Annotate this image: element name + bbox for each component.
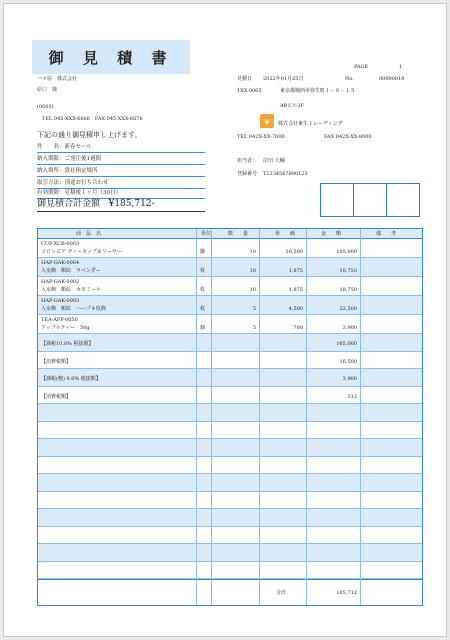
estimate-no: 00000019: [379, 76, 405, 82]
item-price: 4,500: [288, 306, 303, 312]
item-name: 入室飾 額絵 ハーブ４枚飾: [41, 306, 106, 312]
estimate-no-label: No.: [345, 76, 354, 82]
summary-row: [38, 334, 422, 352]
svg-text:¥: ¥: [264, 118, 270, 127]
stamp-box: [353, 184, 386, 216]
sender-fax: FAX 042X-XX-8000: [324, 134, 372, 140]
column-divider: [196, 229, 197, 605]
approval-stamp-boxes: [320, 183, 420, 217]
info-value: 別途お打ち合わせ: [64, 180, 109, 186]
info-label: 取引方法：: [37, 180, 65, 186]
empty-row: [38, 492, 422, 510]
header-amount: 金 額: [321, 230, 342, 237]
empty-row: [38, 439, 422, 457]
item-price: 780: [293, 325, 303, 331]
sender-rep: 岸田 大輔: [263, 158, 285, 164]
summary-label: 【消費税額】: [41, 358, 72, 365]
item-name: アップルティー 50g: [41, 325, 90, 331]
table-row: [38, 239, 422, 258]
item-name: コロンビア ティーカップ＆ソーサー: [41, 249, 123, 255]
info-label: 納入場所：: [37, 168, 65, 174]
header-price: 単 価: [275, 230, 296, 237]
sender-reg-label: 登録番号: [237, 171, 258, 177]
greeting-text: 下記の通り御見積申し上げます。: [37, 131, 142, 139]
sender-address: 東京都城西市弥生町１－８－１５: [280, 88, 356, 94]
column-divider: [211, 229, 212, 605]
estimate-date-label: 見積日: [237, 76, 253, 82]
total-amount-row: [37, 198, 205, 212]
page-label: PAGE: [354, 64, 369, 70]
info-label: 有効期限：: [37, 190, 65, 196]
customer-tel-fax: TEL 045-XXX-6666 FAX 045-XXX-6676: [42, 116, 143, 122]
item-unit: 個: [200, 325, 206, 331]
item-price: 1,875: [288, 268, 303, 274]
table-row: [38, 277, 422, 296]
estimate-date: 2022年01月25日: [263, 76, 304, 82]
footer-total-amount: 185,712: [336, 590, 357, 596]
table-row: [38, 258, 422, 277]
item-qty: 5: [252, 325, 256, 331]
summary-label: 【課税(軽) 8.0% 税抜額】: [41, 376, 101, 382]
table-row: [38, 315, 422, 334]
empty-row: [38, 509, 422, 527]
sender-building: ABビル3F: [280, 103, 304, 109]
stamp-box: [386, 184, 419, 216]
info-value: 貴社指定場所: [64, 168, 98, 174]
item-code: TEA-APP-0050: [41, 317, 78, 323]
header-qty: 数 量: [228, 230, 249, 237]
item-price: 10,500: [285, 249, 303, 255]
info-row-deadline: [37, 154, 205, 165]
items-table: [37, 228, 423, 606]
table-row: [38, 296, 422, 315]
customer-code: (0001): [37, 104, 54, 110]
info-row-place: [37, 166, 205, 177]
item-qty: 10: [249, 268, 256, 274]
item-unit: 脚: [200, 249, 206, 255]
header-remarks: 備 考: [376, 230, 397, 237]
info-value: ご発注後1週間: [64, 156, 102, 162]
company-logo-icon: [260, 114, 274, 128]
item-qty: 5: [252, 306, 256, 312]
item-unit: 枚: [200, 306, 206, 312]
item-name: 入室飾 額絵 カモミール: [41, 287, 101, 293]
table-header: [38, 229, 422, 239]
sender-rep-label: 担当者：: [237, 158, 258, 164]
estimate-sheet: [3, 3, 447, 637]
total-value: ¥185,712-: [108, 199, 155, 209]
total-label: 御見積合計金額: [37, 199, 101, 209]
empty-row: [38, 474, 422, 492]
summary-label: 【消費税額】: [41, 393, 72, 400]
empty-row: [38, 527, 422, 545]
footer-total-label: 合計: [276, 590, 287, 596]
summary-amount: 16,500: [339, 358, 357, 365]
item-price: 1,875: [288, 287, 303, 293]
page-number: 1: [399, 64, 403, 70]
item-amount: 22,500: [339, 306, 357, 312]
info-label: 件 名：: [37, 144, 65, 150]
sender-postal: 1XX-0065: [237, 88, 262, 94]
empty-row: [38, 544, 422, 562]
header-name: 商 品 名: [76, 230, 102, 237]
empty-row: [38, 404, 422, 422]
customer-person: 原口 様: [37, 87, 58, 93]
summary-amount: 3,900: [342, 376, 357, 382]
stamp-box: [321, 184, 353, 216]
item-unit: 枚: [200, 287, 206, 293]
info-row-subject: [37, 142, 205, 153]
header-unit: 単位: [201, 230, 212, 237]
column-divider: [259, 229, 260, 605]
summary-amount: 312: [347, 393, 357, 400]
item-amount: 105,000: [336, 249, 357, 255]
item-qty: 10: [249, 249, 256, 255]
item-amount: 18,750: [339, 268, 357, 274]
empty-row: [38, 422, 422, 440]
info-value: 新春セール: [64, 144, 92, 150]
item-code: HAP-GAK-0002: [41, 279, 80, 285]
item-qty: 10: [249, 287, 256, 293]
sender-company: 株式会社東生トレーディング: [278, 121, 343, 127]
item-code: HAP-GAK-0003: [41, 298, 80, 304]
customer-name: ハツ屋 株式会社: [37, 76, 78, 82]
column-divider: [306, 229, 307, 605]
sender-tel: TEL 042X-XX-7000: [237, 134, 285, 140]
document-title: 御 見 積 書: [32, 40, 190, 74]
column-divider: [360, 229, 361, 605]
item-name: 入室飾 額絵 ラベンダー: [41, 268, 101, 274]
item-amount: 3,900: [342, 325, 357, 331]
item-code: HAP-GAK-0004: [41, 260, 80, 266]
empty-row: [38, 562, 422, 580]
table-footer-total: [38, 579, 422, 604]
item-unit: 枚: [200, 268, 206, 274]
sender-reg: T1234567890123: [263, 171, 308, 177]
summary-amount: 165,000: [336, 341, 357, 347]
empty-row: [38, 457, 422, 475]
item-code: CUP-XCB-0003: [41, 241, 80, 247]
summary-row: [38, 352, 422, 370]
summary-row: [38, 369, 422, 387]
summary-row: [38, 387, 422, 405]
item-amount: 18,750: [339, 287, 357, 293]
info-value: 見積後１ヶ月（30日）: [64, 190, 122, 196]
summary-label: 【課税10.0% 税抜額】: [41, 341, 94, 347]
info-label: 納入期限：: [37, 156, 65, 162]
